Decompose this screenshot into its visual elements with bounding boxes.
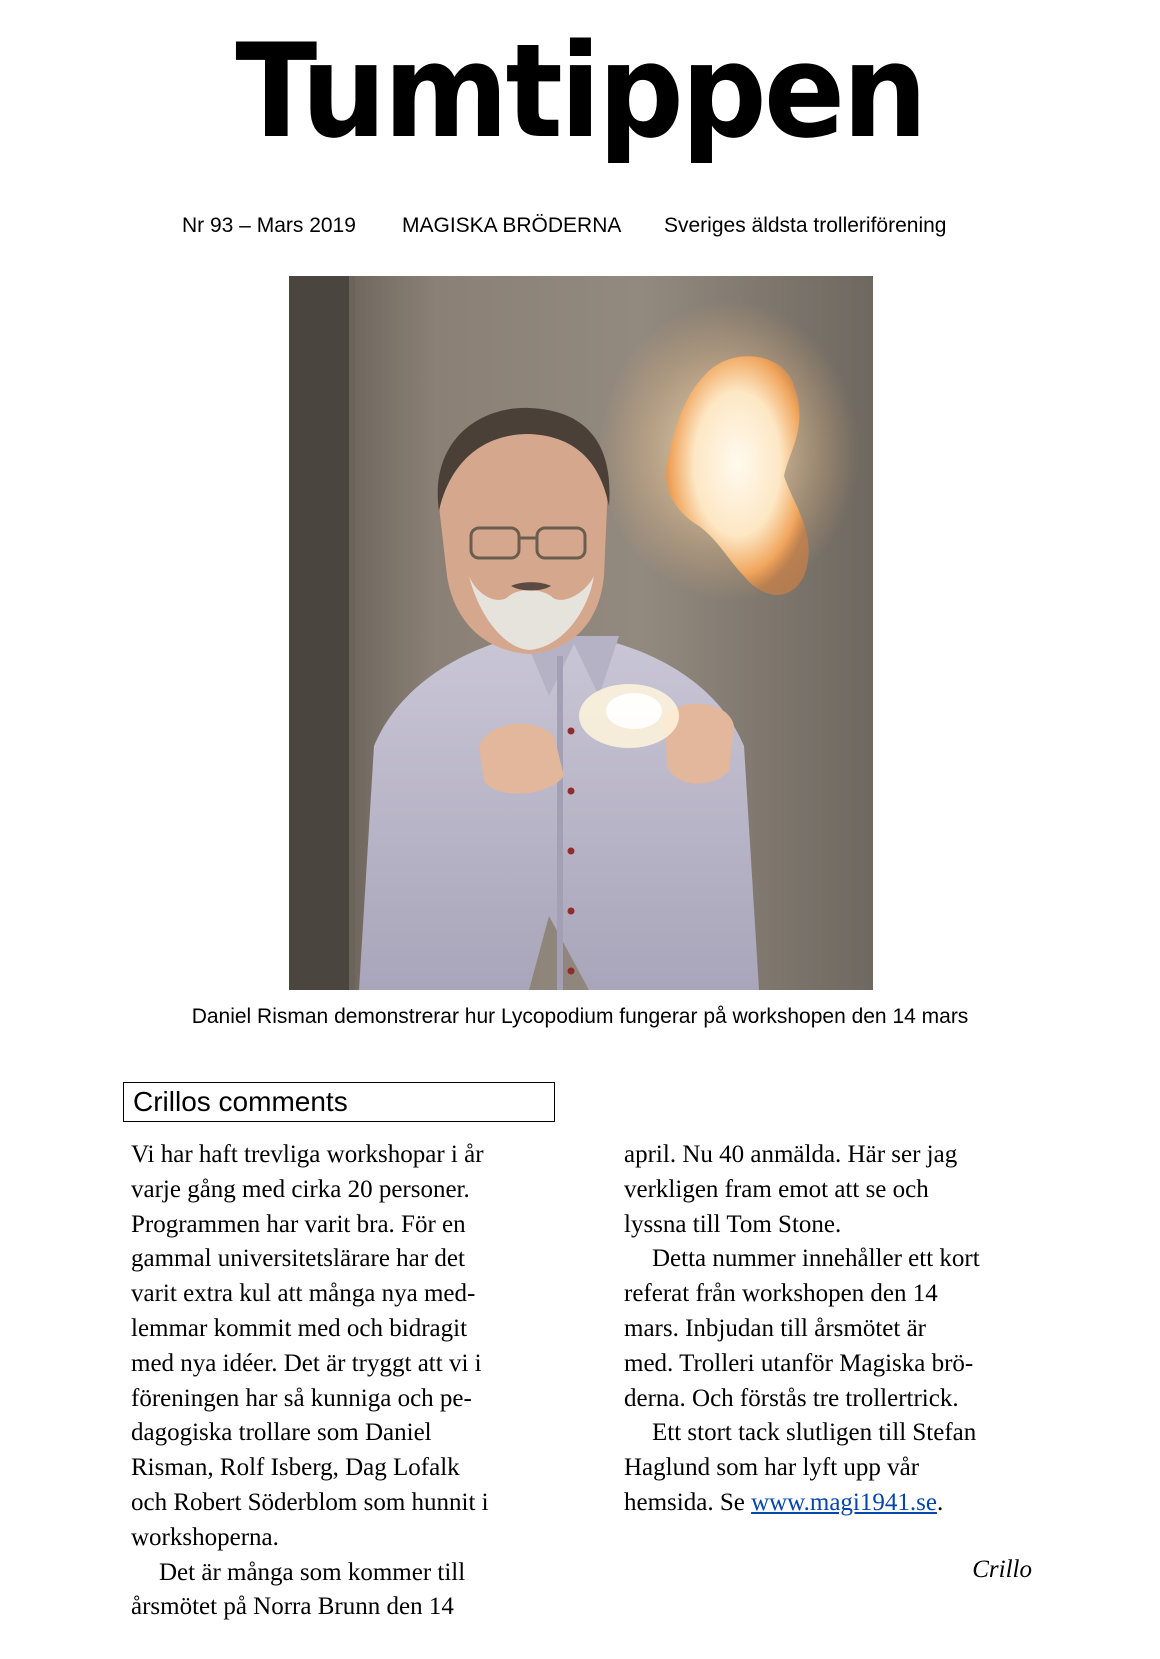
- issue-number: Nr 93 – Mars 2019: [182, 214, 356, 237]
- text-line: Haglund som har lyft upp vår: [624, 1454, 920, 1482]
- newsletter-title: Tumtippen: [235, 17, 925, 168]
- text-line-with-link: [624, 1486, 1034, 1521]
- text-line: och Robert Söderblom som hunnit i: [131, 1488, 489, 1516]
- text-line: Risman, Rolf Isberg, Dag Lofalk: [131, 1454, 460, 1482]
- text-fragment: hemsida. Se: [624, 1488, 752, 1516]
- text-line: Ett stort tack slutligen till Stefan: [652, 1419, 977, 1447]
- text-line: med nya idéer. Det är tryggt att vi i: [131, 1349, 482, 1377]
- text-line: Det är många som kommer till: [159, 1558, 466, 1586]
- cover-photo: [289, 276, 873, 990]
- text-line: derna. Och förstås tre trollertrick.: [624, 1384, 959, 1412]
- text-line: varje gång med cirka 20 personer.: [131, 1175, 470, 1203]
- text-line: årsmötet på Norra Brunn den 14: [131, 1593, 454, 1621]
- text-line: Detta nummer innehåller ett kort: [652, 1245, 980, 1273]
- website-link[interactable]: www.magi1941.se: [751, 1488, 937, 1516]
- text-line: referat från workshopen den 14: [624, 1280, 938, 1308]
- text-line: verkligen fram emot att se och: [624, 1175, 929, 1203]
- club-name: MAGISKA BRÖDERNA: [402, 214, 622, 237]
- text-fragment: .: [936, 1488, 944, 1516]
- text-line: april. Nu 40 anmälda. Här ser jag: [624, 1141, 958, 1168]
- article-column-right: [624, 1138, 1034, 1521]
- text-line: varit extra kul att många nya med-: [131, 1280, 476, 1308]
- section-heading: Crillos comments: [123, 1082, 555, 1122]
- text-line: dagogiska trollare som Daniel: [131, 1419, 432, 1447]
- text-line: workshoperna.: [131, 1523, 279, 1551]
- text-line: lyssna till Tom Stone.: [624, 1210, 842, 1238]
- text-line: föreningen har så kunniga och pe-: [131, 1384, 472, 1412]
- club-tagline: Sveriges äldsta trolleriförening: [664, 214, 947, 237]
- text-line: Vi har haft trevliga workshopar i år: [131, 1141, 484, 1168]
- text-line: mars. Inbjudan till årsmötet är: [624, 1314, 927, 1342]
- text-line: med. Trolleri utanför Magiska brö-: [624, 1349, 974, 1377]
- text-line: Programmen har varit bra. För en: [131, 1210, 466, 1238]
- text-line: gammal universitetslärare har det: [131, 1245, 465, 1273]
- text-line: lemmar kommit med och bidragit: [131, 1314, 468, 1342]
- author-signature: Crillo: [972, 1556, 1032, 1583]
- photo-caption: Daniel Risman demonstrerar hur Lycopodium fungerar på workshopen den 14 mars: [191, 1005, 969, 1028]
- article-column-left: [131, 1138, 561, 1625]
